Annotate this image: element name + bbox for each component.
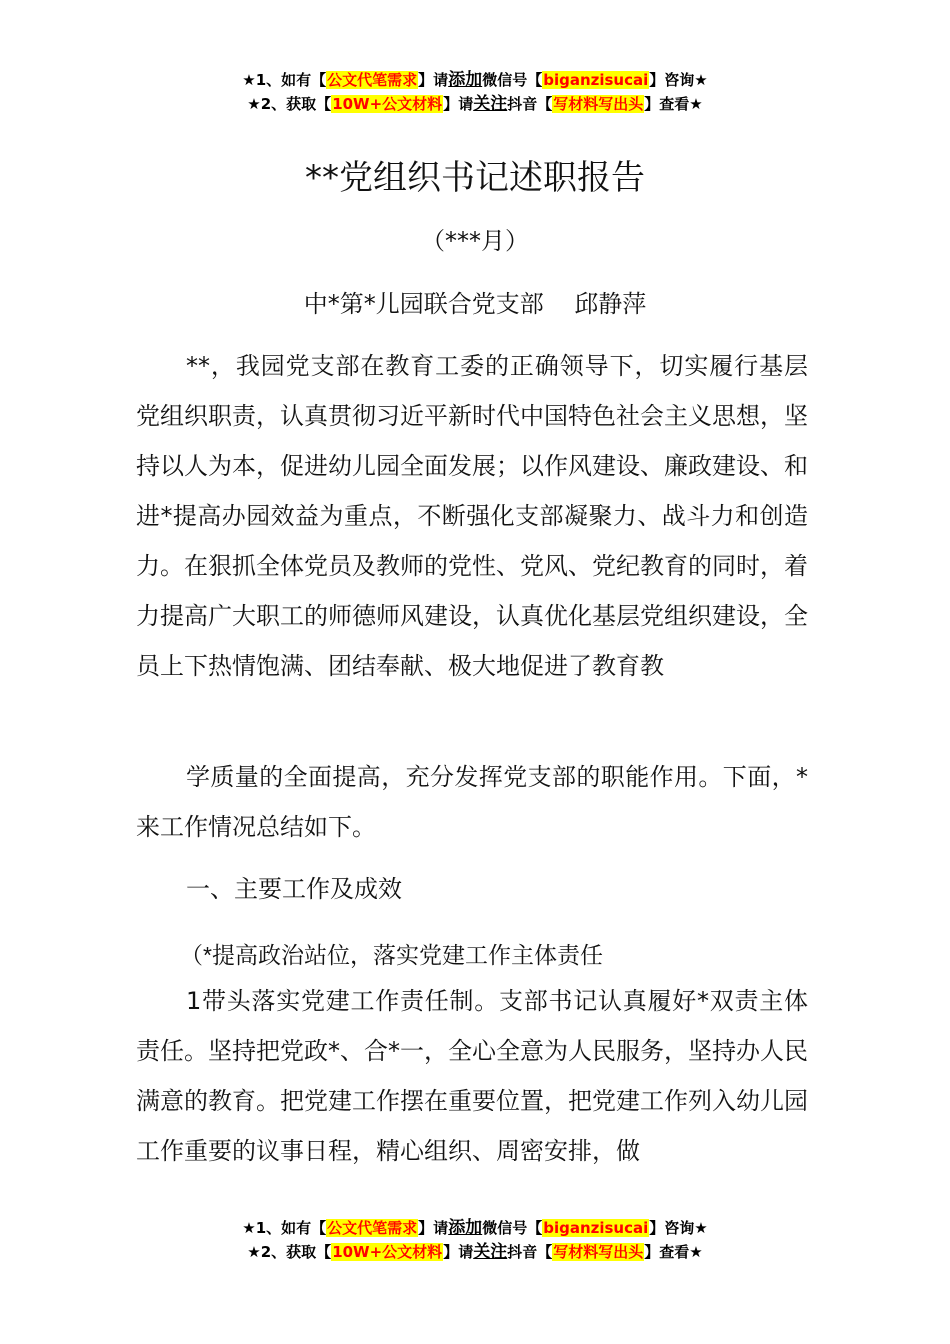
banner-text: 】咨询★ (649, 1219, 708, 1237)
banner-highlight: 10W+公文材料 (332, 1243, 443, 1261)
banner-text: 】请 (418, 1219, 449, 1237)
banner-line-2 (0, 1240, 950, 1264)
banner-text: 】请 (443, 95, 474, 113)
document-author: 中*第*儿园联合党支部 邱静萍 (303, 290, 647, 318)
banner-wechat-id: biganzisucai (543, 1219, 649, 1237)
banner-text: 】请 (443, 1243, 474, 1261)
banner-emphasis: 添加 (448, 1218, 483, 1238)
banner-text: 抖音【 (507, 1243, 553, 1261)
banner-line-2 (0, 92, 950, 116)
banner-text: 】咨询★ (649, 71, 708, 89)
banner-wechat-id: biganzisucai (543, 71, 649, 89)
header-banner (0, 68, 950, 116)
banner-text: 】查看★ (644, 95, 703, 113)
banner-line-1 (0, 68, 950, 92)
banner-highlight: 10W+公文材料 (332, 95, 443, 113)
banner-line-1 (0, 1216, 950, 1240)
document-subtitle: （***月） (421, 227, 529, 255)
paragraph-continuation: 学质量的全面提高，充分发挥党支部的职能作用。下面，*来工作情况总结如下。 (136, 763, 808, 841)
banner-text: ★1、如有【 (242, 71, 327, 89)
paragraph-item-1: 1带头落实党建工作责任制。支部书记认真履好*双责主体责任。坚持把党政*、合*一，全心全意为人民服务，坚持办人民满意的教育。把党建工作摆在重要位置，把党建工作列入幼儿园工作重要的议事日程，精心组织、周密安排，做 (136, 987, 808, 1165)
section-heading: 一、主要工作及成效 (186, 875, 402, 903)
banner-text: 微信号【 (482, 71, 543, 89)
document-title: **党组织书记述职报告 (305, 158, 645, 198)
banner-text: ★2、获取【 (247, 95, 332, 113)
banner-text: ★2、获取【 (247, 1243, 332, 1261)
paragraph-intro: **，我园党支部在教育工委的正确领导下，切实履行基层党组织职责，认真贯彻习近平新时代中国特色社会主义思想，坚持以人为本，促进幼儿园全面发展；以作风建设、廉政建设、和进*提高办园效益为重点，不断强化支部凝聚力、战斗力和创造力。在狠抓全体党员及教师的党性、党风、党纪教育的同时，着力提高广大职工的师德师风建设，认真优化基层党组织建设，全员上下热情饱满、团结奉献、极大地促进了教育教 (136, 352, 808, 680)
banner-emphasis: 关注 (473, 94, 508, 114)
banner-text: 】请 (418, 71, 449, 89)
banner-highlight: 公文代笔需求 (327, 1219, 418, 1237)
banner-text: ★1、如有【 (242, 1219, 327, 1237)
subsection-heading: （*提高政治站位，落实党建工作主体责任 (180, 942, 603, 968)
banner-emphasis: 关注 (473, 1242, 508, 1262)
footer-banner (0, 1216, 950, 1264)
banner-text: 】查看★ (644, 1243, 703, 1261)
banner-douyin-id: 写材料写出头 (553, 1243, 644, 1261)
banner-text: 抖音【 (507, 95, 553, 113)
banner-douyin-id: 写材料写出头 (553, 95, 644, 113)
banner-text: 微信号【 (482, 1219, 543, 1237)
banner-highlight: 公文代笔需求 (327, 71, 418, 89)
banner-emphasis: 添加 (448, 70, 483, 90)
